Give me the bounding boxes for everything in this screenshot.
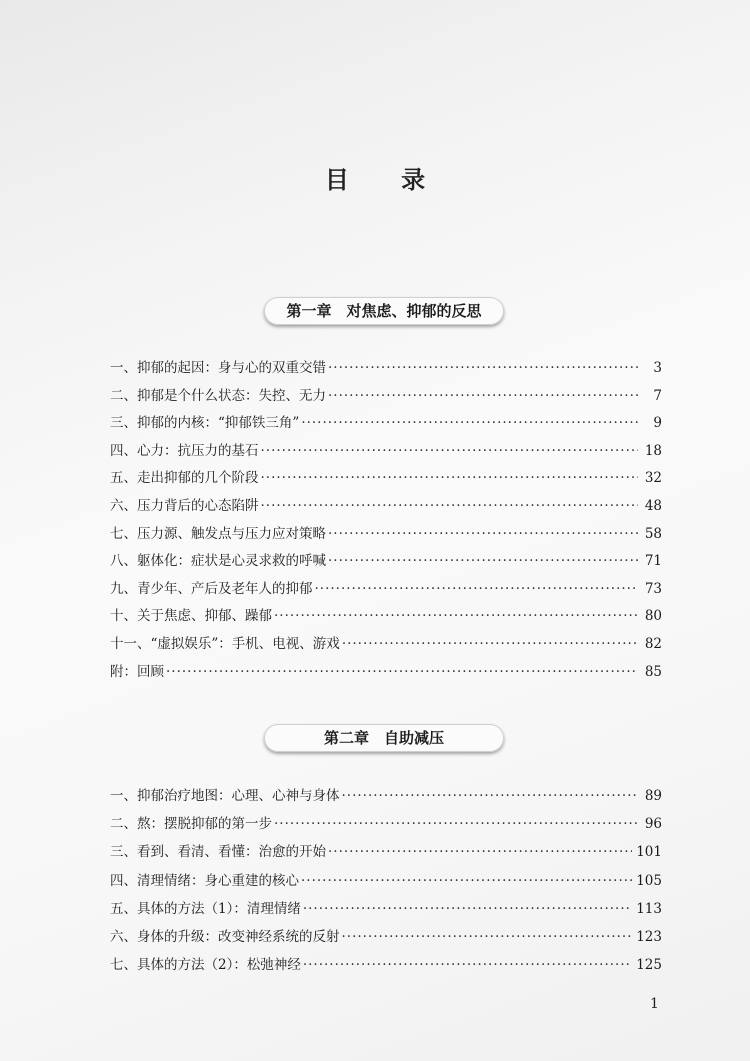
dot-leader xyxy=(301,873,632,889)
toc-entry-page: 89 xyxy=(644,788,662,804)
toc-entry xyxy=(110,466,662,494)
dot-leader xyxy=(342,636,638,652)
dot-leader xyxy=(166,664,638,680)
toc-entry xyxy=(110,784,662,812)
toc-entry-title: 十、关于焦虑、抑郁、躁郁 xyxy=(110,608,272,625)
toc-entry xyxy=(110,522,662,550)
toc-entry-page: 113 xyxy=(636,900,662,917)
toc-entry xyxy=(110,384,662,412)
toc-entry xyxy=(110,897,662,925)
toc-entry xyxy=(110,439,662,467)
toc-entry xyxy=(110,925,662,953)
toc-entry-title: 三、抑郁的内核：“抑郁铁三角” xyxy=(110,415,300,432)
toc-entry-title: 一、抑郁的起因：身与心的双重交错 xyxy=(110,360,326,376)
toc-entry-title: 一、抑郁治疗地图：心理、心神与身体 xyxy=(110,788,340,804)
toc-entry-page: 32 xyxy=(644,470,662,487)
toc-entry-page: 125 xyxy=(636,957,662,974)
toc-entry-page: 73 xyxy=(644,580,662,597)
toc-entry xyxy=(110,604,662,632)
page-number: 1 xyxy=(650,996,659,1012)
toc-entry-title: 附：回顾 xyxy=(110,663,164,680)
toc-entry-title: 三、看到、看清、看懂：治愈的开始 xyxy=(110,844,326,861)
toc-entry-page: 85 xyxy=(644,663,662,680)
dot-leader xyxy=(328,388,638,404)
toc-entry xyxy=(110,953,662,981)
page-title: 目 录 xyxy=(324,166,448,194)
toc-list-chapter-1 xyxy=(110,356,662,687)
toc-entry xyxy=(110,812,662,840)
dot-leader xyxy=(328,360,638,376)
toc-entry-title: 四、清理情绪：身心重建的核心 xyxy=(110,872,299,889)
toc-entry-page: 123 xyxy=(636,928,662,945)
toc-entry-title: 五、走出抑郁的几个阶段 xyxy=(110,470,259,487)
toc-entry xyxy=(110,632,662,660)
dot-leader xyxy=(342,788,639,804)
dot-leader xyxy=(303,901,632,917)
toc-entry xyxy=(110,356,662,384)
dot-leader xyxy=(315,581,639,597)
dot-leader xyxy=(342,929,633,945)
toc-entry-title: 八、躯体化：症状是心灵求救的呼喊 xyxy=(110,553,326,570)
chapter-heading: 第一章 对焦虑、抑郁的反思 xyxy=(264,297,504,325)
toc-entry-page: 9 xyxy=(653,415,662,432)
dot-leader xyxy=(328,844,632,860)
toc-entry-title: 五、具体的方法（1）：清理情绪 xyxy=(110,900,301,917)
toc-entry xyxy=(110,549,662,577)
dot-leader xyxy=(261,498,639,514)
toc-entry-page: 48 xyxy=(644,497,662,514)
dot-leader xyxy=(301,415,638,431)
toc-entry-title: 六、压力背后的心态陷阱 xyxy=(110,497,259,514)
toc-entry-page: 3 xyxy=(653,360,662,376)
dot-leader xyxy=(303,957,632,973)
toc-entry-title: 四、心力：抗压力的基石 xyxy=(110,442,259,459)
toc-entry-page: 18 xyxy=(644,442,662,459)
toc-entry-page: 82 xyxy=(644,635,662,652)
dot-leader xyxy=(261,470,639,486)
toc-entry-title: 二、熬：摆脱抑郁的第一步 xyxy=(110,816,272,833)
toc-entry-page: 80 xyxy=(644,608,662,625)
toc-entry xyxy=(110,411,662,439)
toc-entry-title: 七、具体的方法（2）：松弛神经 xyxy=(110,957,301,974)
toc-entry-title: 二、抑郁是个什么状态：失控、无力 xyxy=(110,387,326,404)
toc-entry-page: 58 xyxy=(644,525,662,542)
toc-entry xyxy=(110,840,662,868)
toc-entry xyxy=(110,869,662,897)
toc-entry-page: 71 xyxy=(644,553,662,570)
toc-entry xyxy=(110,494,662,522)
dot-leader xyxy=(274,608,638,624)
toc-entry-page: 105 xyxy=(636,872,662,889)
dot-leader xyxy=(274,816,638,832)
toc-entry-title: 十一、“虚拟娱乐”：手机、电视、游戏 xyxy=(110,635,340,652)
toc-entry-title: 九、青少年、产后及老年人的抑郁 xyxy=(110,580,313,597)
dot-leader xyxy=(328,526,638,542)
dot-leader xyxy=(261,443,639,459)
chapter-heading: 第二章 自助减压 xyxy=(264,724,504,752)
toc-entry xyxy=(110,577,662,605)
toc-entry-title: 七、压力源、触发点与压力应对策略 xyxy=(110,525,326,542)
toc-entry xyxy=(110,660,662,688)
toc-entry-page: 101 xyxy=(636,844,662,861)
dot-leader xyxy=(328,553,638,569)
toc-entry-page: 96 xyxy=(644,816,662,833)
toc-entry-title: 六、身体的升级：改变神经系统的反射 xyxy=(110,928,340,945)
toc-list-chapter-2 xyxy=(110,784,662,981)
toc-entry-page: 7 xyxy=(653,387,662,404)
